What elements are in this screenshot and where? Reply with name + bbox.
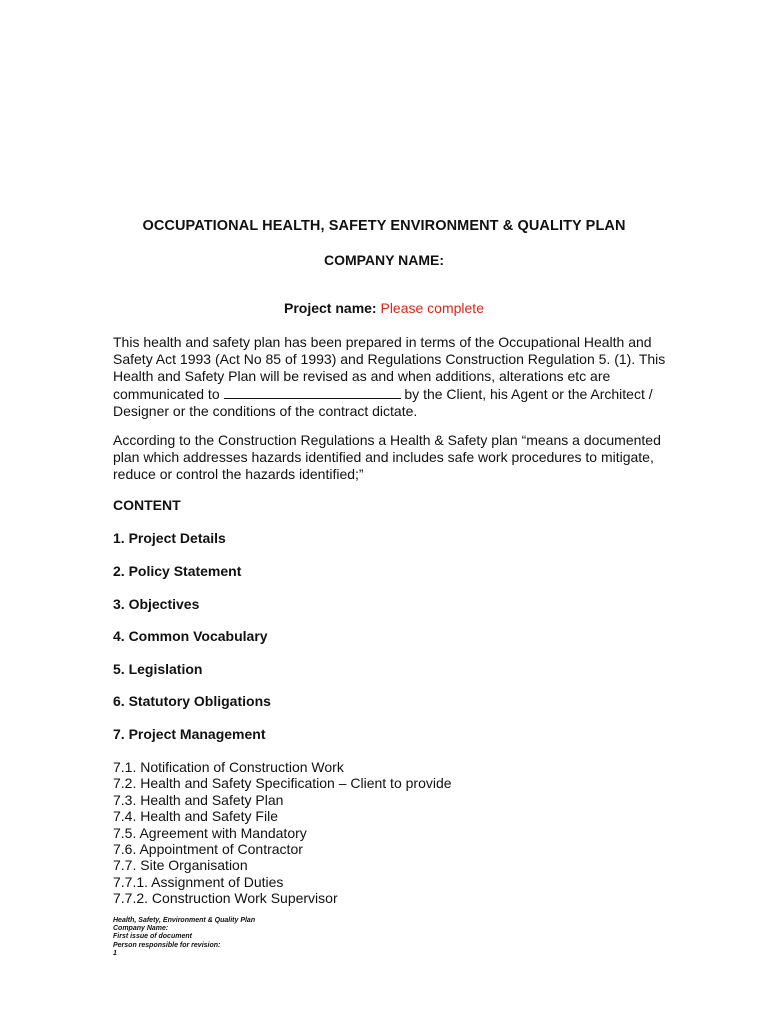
content-heading: CONTENT [113,497,181,513]
list-item: 7.7. Site Organisation [113,857,248,874]
list-item: 7.5. Agreement with Mandatory [113,824,307,841]
project-name-value: Please complete [380,300,484,316]
footer-line: Person responsible for revision: [113,941,221,949]
section-heading: 7. Project Management [113,726,266,742]
list-item: 7.4. Health and Safety File [113,808,278,825]
intro-paragraph-part2: by the Client, his Agent or the Architect / Designer or the conditions of the contract dictate. [113,386,653,419]
section-heading: 4. Common Vocabulary [113,628,268,644]
section-heading: 2. Policy Statement [113,563,242,579]
project-name-label: Project name: [284,300,377,316]
section-heading: 6. Statutory Obligations [113,693,271,709]
section-heading: 1. Project Details [113,530,226,546]
page-footer [113,917,255,958]
intro-paragraph [113,334,673,420]
project-name-line [0,300,768,316]
blank-fill-line [224,385,401,399]
list-item: 7.6. Appointment of Contractor [113,841,303,858]
intro-paragraph-part1: This health and safety plan has been prepared in terms of the Occupational Health and Safety Act 1993 (Act No 85 of 1993) and Regulations Construction Regulation 5. (1). This Health and Safety Plan will be revised as and when additions, alterations etc are communicated to [113,334,666,402]
list-item: 7.7.1. Assignment of Duties [113,873,284,890]
footer-line: First issue of document [113,933,192,941]
definition-paragraph: According to the Construction Regulations a Health & Safety plan “means a documented plan which addresses hazards identified and includes safe work procedures to mitigate, reduce or control the hazards identified;” [113,432,661,482]
section-heading: 3. Objectives [113,596,200,612]
footer-line: Health, Safety, Environment & Quality Plan [113,917,256,924]
list-item: 7.2. Health and Safety Specification – Client to provide [113,775,452,792]
company-name-label: COMPANY NAME: [323,252,445,268]
document-title: OCCUPATIONAL HEALTH, SAFETY ENVIRONMENT & QUALITY PLAN [142,218,626,234]
list-item: 7.1. Notification of Construction Work [113,759,344,775]
section-heading: 5. Legislation [113,661,203,677]
footer-line: Company Name: [113,925,169,933]
page-number: 1 [113,949,117,957]
list-item: 7.7.2. Construction Work Supervisor [113,890,338,907]
list-item: 7.3. Health and Safety Plan [113,791,284,808]
subsection-list [113,759,452,907]
